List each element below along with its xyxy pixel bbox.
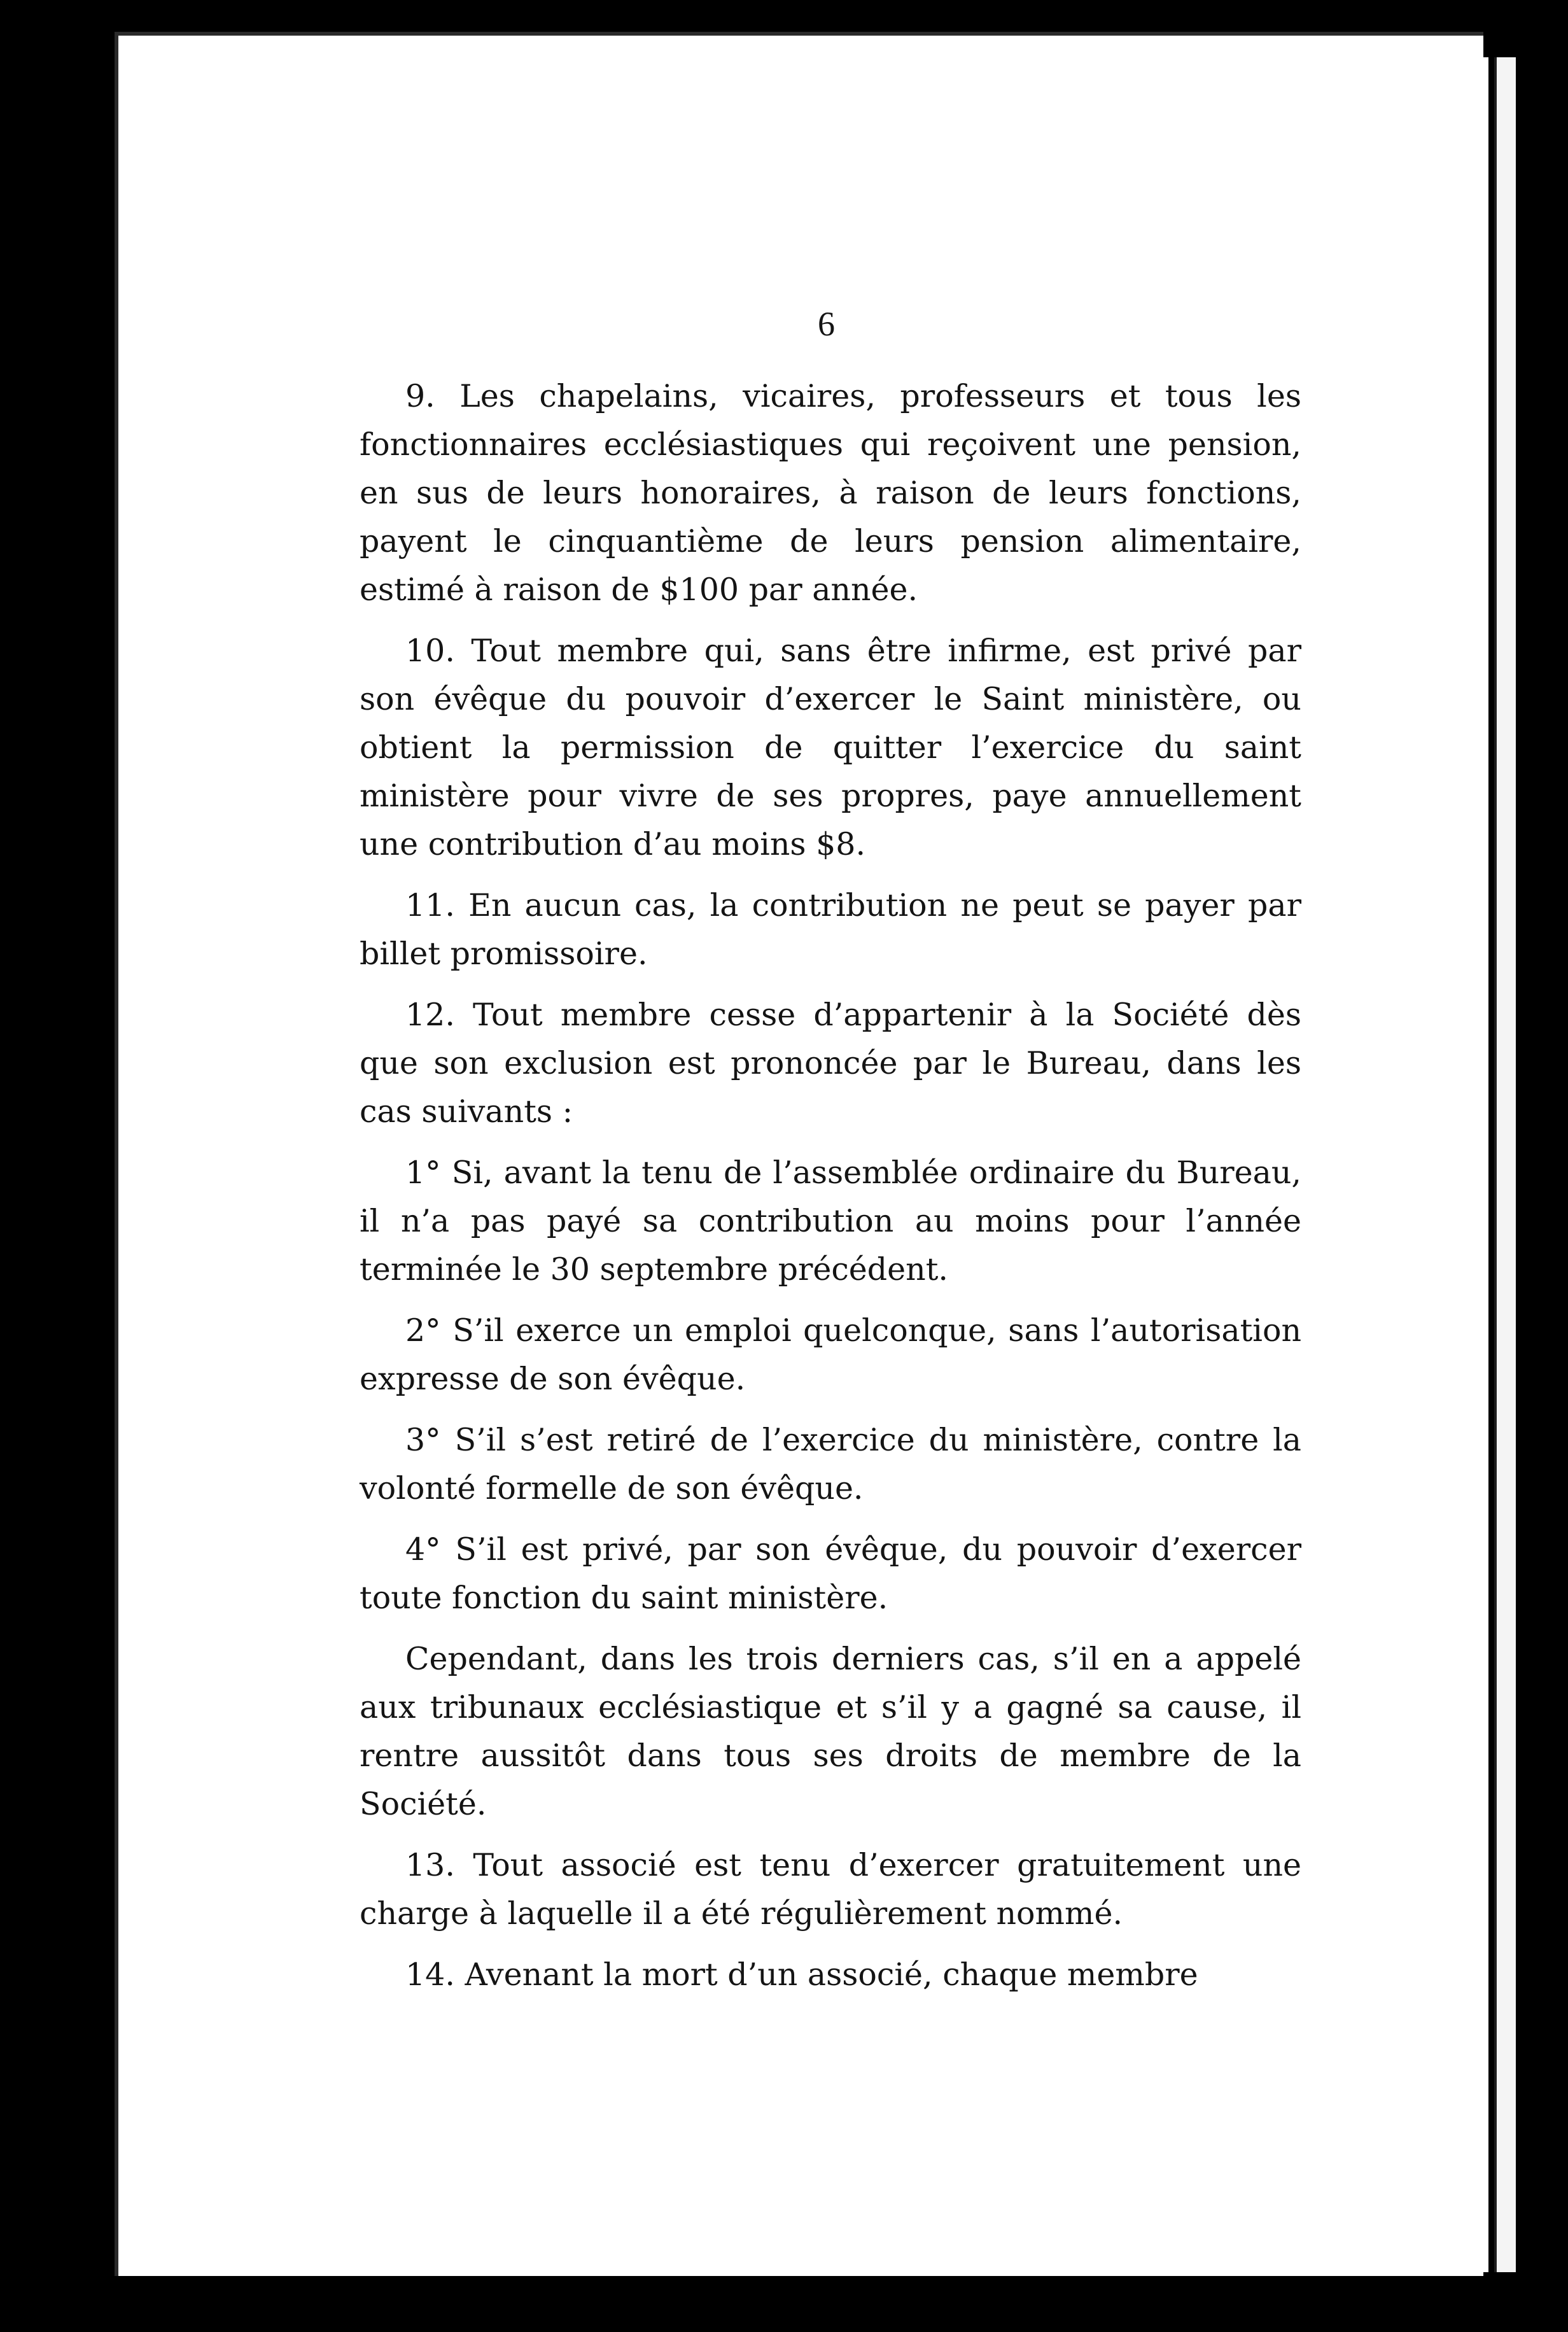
paragraph-case-1: 1° Si, avant la tenu de l’assemblée ordinaire du Bureau, il n’a pas payé sa contribution au moins pour l’année terminée le 30 septembre précédent. <box>360 1155 1301 1288</box>
paragraph-article-9: 9. Les chapelains, vicaires, professeurs et tous les fonctionnaires ecclésiastiques qui reçoivent une pension, en sus de leurs honoraires, à raison de leurs fonctions, payent le cinquantième de leurs pension alimentaire, estimé à raison de $100 par année. <box>360 378 1301 608</box>
paragraph-case-3: 3° S’il s’est retiré de l’exercice du ministère, contre la volonté formelle de son évêque. <box>360 1422 1301 1507</box>
paragraph-article-12: 12. Tout membre cesse d’appartenir à la Société dès que son exclusion est prononcée par le Bureau, dans les cas suivants : <box>360 997 1301 1130</box>
paragraph-article-10: 10. Tout membre qui, sans être infirme, est privé par son évêque du pouvoir d’exercer le Saint ministère, ou obtient la permission de quitter l’exercice du saint ministère pour vivre de ses propres, paye annuellement une contribution d’au moins $8. <box>360 633 1301 862</box>
page-number: 6 <box>818 305 835 343</box>
paragraph-case-2: 2° S’il exerce un emploi quelconque, sans l’autorisation expresse de son évêque. <box>360 1312 1301 1397</box>
paragraph-article-13: 13. Tout associé est tenu d’exercer gratuitement une charge à laquelle il a été régulièrement nommé. <box>360 1847 1301 1932</box>
paragraph-appeal: Cependant, dans les trois derniers cas, s’il en a appelé aux tribunaux ecclésiastique et s’il y a gagné sa cause, il rentre aussitôt dans tous ses droits de membre de la Société. <box>360 1641 1301 1822</box>
paragraph-article-11: 11. En aucun cas, la contribution ne peut se payer par billet promissoire. <box>360 887 1301 972</box>
body-text <box>360 372 1301 2012</box>
paragraph-article-14: 14. Avenant la mort d’un associé, chaque membre <box>405 1956 1198 1993</box>
paragraph-case-4: 4° S’il est privé, par son évêque, du pouvoir d’exercer toute fonction du saint ministère. <box>360 1531 1301 1616</box>
page-edge-shadow <box>1494 57 1516 2272</box>
